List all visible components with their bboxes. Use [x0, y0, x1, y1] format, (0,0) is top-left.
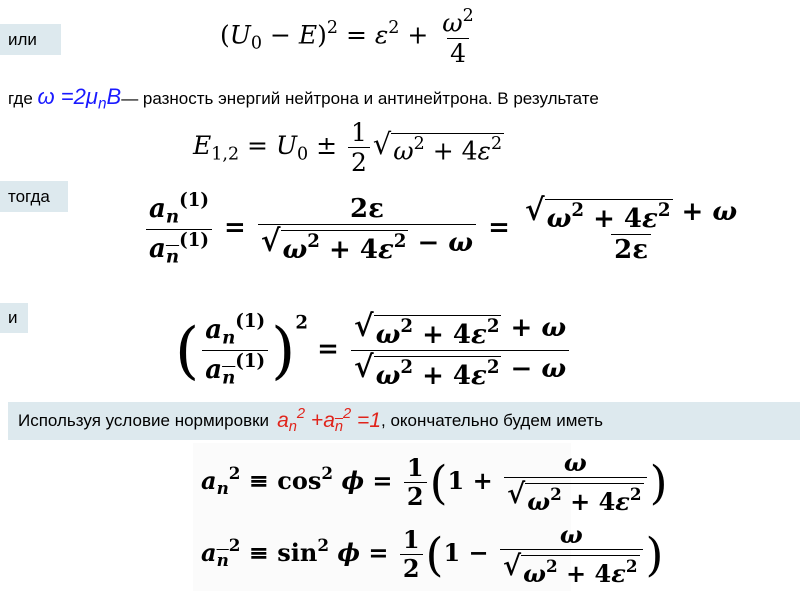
equation-amplitude-ratio-squared: ( $\frac{a_n^{(1)}}{a_{\overline{n}}^{(1)}}$ )$^2$ = √ $\omega^2 + 4\varepsilon^2$ + ω √ $\omega^2 + 4\varepsilon^2$ − ω — [175, 312, 572, 389]
gde-prefix: где — [8, 89, 33, 108]
label-togda-text: тогда — [8, 186, 50, 206]
omega-definition: $\omega =2\mu_nB$ — [37, 84, 122, 113]
label-togda — [0, 181, 68, 212]
equation-energy-square: $(U_0 - E)^2 = \varepsilon^2$ + $\frac{\omega^2}{4}$ — [220, 6, 474, 68]
norm-prefix: Используя условие нормировки — [18, 411, 270, 430]
label-i-text: и — [8, 308, 18, 327]
label-i — [0, 303, 28, 333]
line-gde — [8, 84, 599, 114]
label-ili — [0, 24, 61, 55]
equation-sin-squared: $a_{\overline{n}}^2 \equiv \sin^2 \phi$ = $\frac{1}{2}$ (1 − ω √ $\omega^2 + 4\varepsilon^2$ ) — [201, 520, 664, 589]
label-ili-text: или — [8, 29, 37, 49]
gde-suffix: — разность энергий нейтрона и антинейтрона. В результате — [121, 89, 599, 108]
equation-energy-levels: $E_{1,2} = U_0$ ± $\frac{1}{2}$ √ $\omega^2 + 4\varepsilon^2$ — [193, 118, 503, 177]
final-results — [193, 443, 668, 591]
norm-suffix: , окончательно будем иметь — [381, 411, 603, 430]
normalization-line — [8, 402, 800, 440]
normalization-formula: $a_n^2 +a_{\overline{n}}^2 =1$ — [277, 406, 381, 436]
equation-cos-squared: $a_n^2 \equiv \cos^2 \phi$ = $\frac{1}{2}$ (1 + ω √ $\omega^2 + 4\varepsilon^2$ ) — [201, 448, 668, 517]
equation-amplitude-ratio: $\frac{a_n^{(1)}}{a_{\overline{n}}^{(1)}}$ = 2ε √ $\omega^2 + 4\varepsilon^2$ − ω = √ $\omega^2 + 4\varepsilon^2$ + ω 2ε — [143, 192, 743, 266]
